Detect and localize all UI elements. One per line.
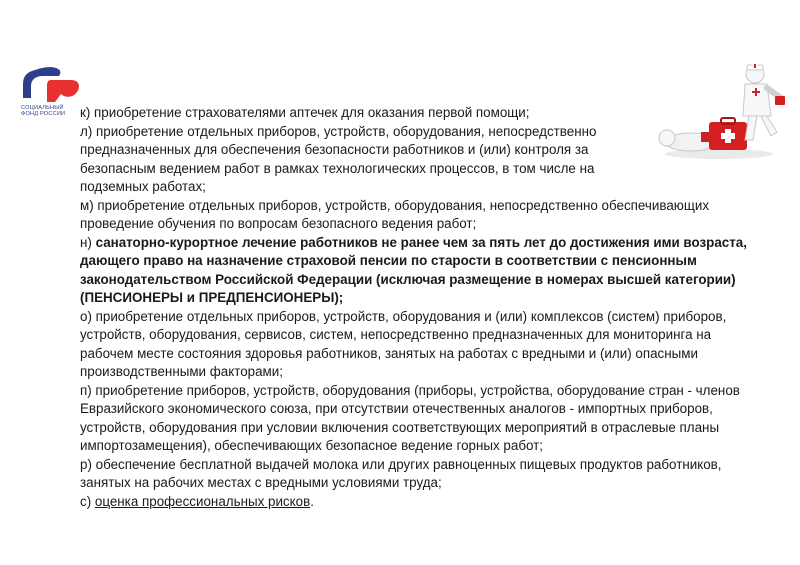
item-l: л) приобретение отдельных приборов, устройств, оборудования, непосредственно предназначенных для обеспечения безопасности работников и (или) контроля за безопасным ведением работ в рамках технологических процессов, в том числе на подземных работах; [80, 123, 597, 194]
item-n [80, 234, 760, 308]
item-o: о) приобретение отдельных приборов, устройств, оборудования и (или) комплексов (систем) приборов, устройств, оборудования, сервисов, систем, непосредственно предназначенных для мониторинга на рабочем месте состояния здоровья работников, занятых на работах с вредными и (или) опасными производственными факторами; [80, 308, 727, 379]
item-s-suffix: . [310, 493, 314, 509]
item-n-bold: санаторно-курортное лечение работников не ранее чем за пять лет до достижения ими возраста, дающего право на назначение страховой пенсии по старости в соответствии с пенсионным законодательством Российской Федерации (исключая размещение в номерах высшей категории) (ПЕНСИОНЕРЫ и ПРЕДПЕНСИОНЕРЫ); [80, 234, 747, 305]
sfr-logo [21, 64, 83, 118]
logo-line1: СОЦИАЛЬНЫЙ [21, 105, 64, 111]
document-body [80, 104, 760, 511]
sfr-logo-icon [21, 64, 83, 104]
item-n-prefix: н) [80, 234, 96, 250]
item-p: п) приобретение приборов, устройств, оборудования (приборы, устройства, оборудование стран - членов Евразийского экономического союза, при отсутствии отечественных аналогов - импортных приборов, устройств, оборудования при условии включения соответствующих мероприятий в отраслевые планы импортозамещения), обеспечивающих безопасное ведение горных работ; [80, 382, 740, 453]
item-s [80, 493, 760, 512]
logo-line2: ФОНД РОССИИ [21, 111, 66, 118]
risk-assessment-link[interactable]: оценка профессиональных рисков [94, 493, 311, 509]
item-r: р) обеспечение бесплатной выдачей молока или других равноценных пищевых продуктов работников, занятых на рабочих местах с вредными условиями труда; [80, 456, 722, 490]
item-m: м) приобретение отдельных приборов, устройств, оборудования, непосредственно обеспечивающих проведение обучения по вопросам безопасного ведения работ; [80, 197, 710, 231]
item-k: к) приобретение страхователями аптечек для оказания первой помощи; [80, 105, 530, 120]
logo-text [21, 105, 83, 118]
item-s-prefix: с) [80, 493, 95, 509]
